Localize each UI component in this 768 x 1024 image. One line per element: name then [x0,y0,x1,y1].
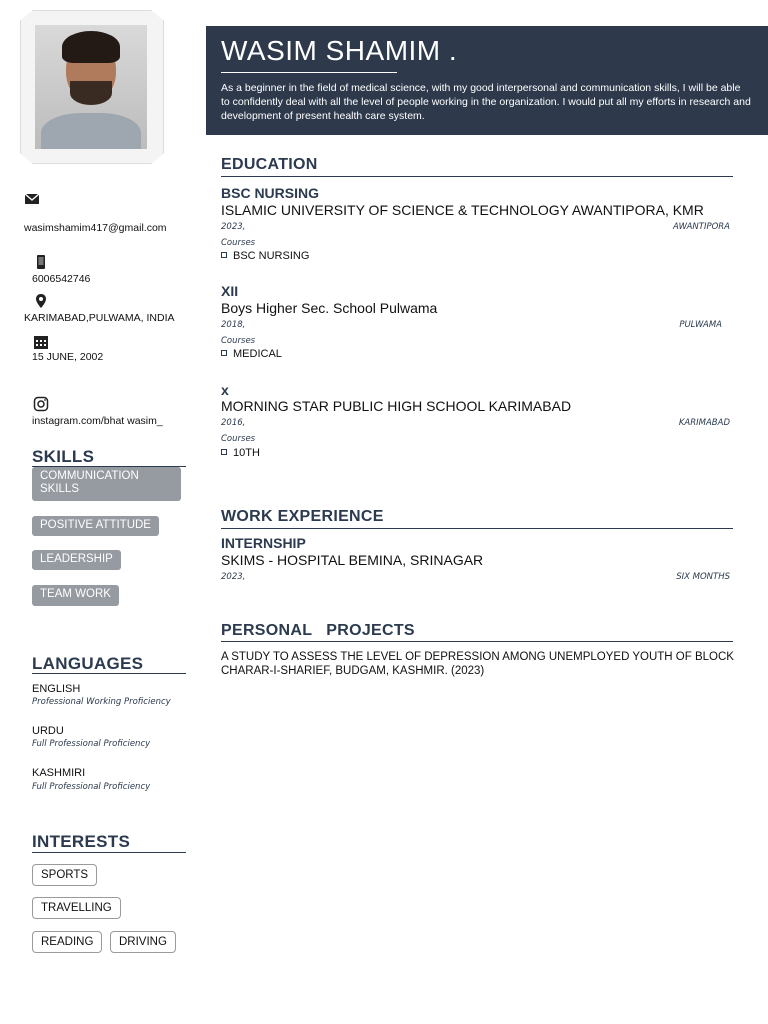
education-place: PULWAMA [679,320,722,330]
interests-divider [32,852,186,853]
skill-tag: COMMUNICATION SKILLS [32,467,181,501]
education-year: 2018, [221,320,246,330]
interest-tag: READING [32,931,102,953]
education-place: AWANTIPORA [672,222,730,232]
skill-tag: POSITIVE ATTITUDE [32,516,159,536]
email-text[interactable]: wasimshamim417@gmail.com [24,222,167,234]
degree-title: XII [221,283,239,299]
course-item: 10TH [221,447,260,459]
envelope-icon [24,191,40,207]
education-divider [221,176,733,177]
bullet-icon [221,449,227,455]
work-role: INTERNSHIP [221,535,306,551]
school-name: Boys Higher Sec. School Pulwama [221,300,438,316]
degree-title: x [221,382,229,398]
courses-label: Courses [221,238,256,248]
work-experience-divider [221,528,733,529]
instagram-text[interactable]: instagram.com/bhat wasim_ [32,415,163,427]
language-level: Full Professional Proficiency [32,739,151,749]
bullet-icon [221,252,227,258]
interest-tag: DRIVING [110,931,176,953]
interest-tag: TRAVELLING [32,897,121,919]
name-underline [221,72,397,73]
project-item: A STUDY TO ASSESS THE LEVEL OF DEPRESSION AMONG UNEMPLOYED YOUTH OF BLOCK CHARAR-I-SHARIEF, BUDGAM, KASHMIR. (2023) [221,651,734,677]
language-level: Full Professional Proficiency [32,782,151,792]
language-level: Professional Working Proficiency [32,697,171,707]
interest-tag: SPORTS [32,864,97,886]
location-pin-icon [33,293,49,309]
phone-icon [33,254,49,270]
education-year: 2016, [221,418,246,428]
language-name: ENGLISH [32,683,81,695]
profile-photo [35,25,147,149]
interests-heading: INTERESTS [32,832,131,851]
languages-divider [32,673,186,674]
language-name: KASHMIRI [32,767,86,779]
education-year: 2023, [221,222,246,232]
school-name: ISLAMIC UNIVERSITY OF SCIENCE & TECHNOLOGY AWANTIPORA, KMR [221,202,704,218]
skill-tag: LEADERSHIP [32,550,121,570]
projects-divider [221,641,733,642]
work-duration: SIX MONTHS [676,572,730,582]
courses-label: Courses [221,336,256,346]
bullet-icon [221,350,227,356]
instagram-icon [33,396,49,412]
education-place: KARIMABAD [678,418,730,428]
course-item: BSC NURSING [221,250,309,262]
header-banner [206,26,768,135]
calendar-icon [33,334,49,350]
courses-label: Courses [221,434,256,444]
languages-heading: LANGUAGES [32,654,144,673]
address-text: KARIMABAD,PULWAMA, INDIA [24,312,175,324]
dob-text: 15 JUNE, 2002 [32,351,104,363]
profile-photo-frame [20,10,164,164]
work-experience-heading: WORK EXPERIENCE [221,508,384,525]
candidate-name: WASIM SHAMIM . [221,35,458,66]
profile-summary: As a beginner in the field of medical science, with my good interpersonal and communication skills, I will be able to confidently deal with all the level of people working in the organization. I would put all my efforts in research and development of present health care system. [221,82,751,122]
skills-heading: SKILLS [32,447,95,466]
phone-text[interactable]: 6006542746 [32,273,91,285]
skill-tag: TEAM WORK [32,585,119,606]
course-item: MEDICAL [221,348,282,360]
language-name: URDU [32,725,64,737]
education-heading: EDUCATION [221,156,318,173]
degree-title: BSC NURSING [221,185,320,201]
school-name: MORNING STAR PUBLIC HIGH SCHOOL KARIMABAD [221,398,572,414]
work-year: 2023, [221,572,246,582]
projects-heading: PERSONAL PROJECTS [221,622,415,639]
work-organization: SKIMS - HOSPITAL BEMINA, SRINAGAR [221,552,484,568]
